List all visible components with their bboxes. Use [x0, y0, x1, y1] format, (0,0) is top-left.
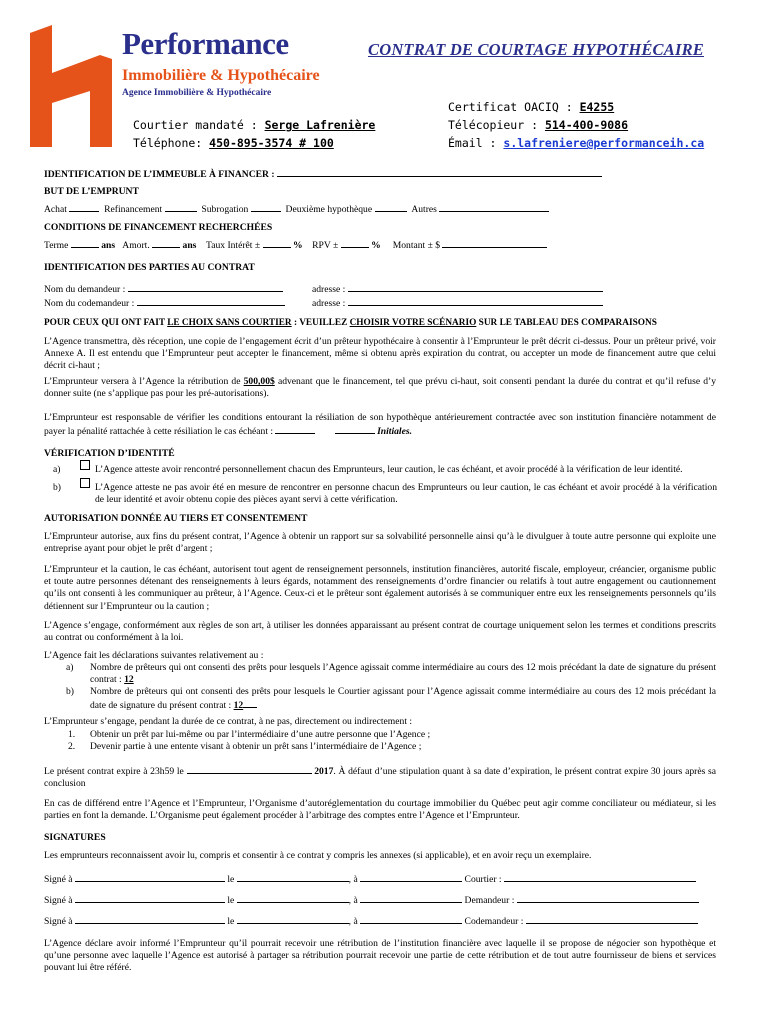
- verif-a-checkbox[interactable]: [80, 460, 90, 470]
- signatures-heading: SIGNATURES: [44, 832, 106, 843]
- decl-b-value: 12: [233, 700, 244, 712]
- demandeur-field[interactable]: [128, 282, 283, 292]
- engage-2-text: Devenir partie à une entente visant à obtenir un prêt sans l’intermédiaire de l’Agence ;: [90, 741, 422, 752]
- verif-b-checkbox[interactable]: [80, 478, 90, 488]
- brand-name: Performance: [122, 26, 289, 61]
- terme-field[interactable]: [71, 238, 99, 248]
- sign-place-1[interactable]: [75, 872, 225, 882]
- retribution-amount: 500,00$: [243, 376, 275, 387]
- adresse2-field[interactable]: [348, 296, 603, 306]
- final-paragraph: L’Agence déclare avoir informé l’Emprunteur qu’il pourrait recevoir une rétribution de l’institution financière avec laquelle il se propose de négocier son hypothèque et qu’une personne avec laquelle l’Agence est autorisé à partager sa rétribution pourrait recevoir une partie de cette rétribution et de tout autre fournisseur de biens et services pouvant lui être référé.: [44, 938, 716, 974]
- choice-banner: POUR CEUX QUI ONT FAIT LE CHOIX SANS COURTIER : VEUILLEZ CHOISIR VOTRE SCÉNARIO SUR LE TABLEAU DES COMPARAISONS: [44, 318, 657, 328]
- subrogation-field[interactable]: [251, 202, 281, 212]
- sign-time-2[interactable]: [360, 893, 462, 903]
- achat-field[interactable]: [69, 202, 99, 212]
- decl-a-text: Nombre de prêteurs qui ont consenti des prêts pour lesquels l’Agence agissait comme intermédiaire au cours des 12 mois précédant la date de signature du présent contrat : 12: [90, 662, 716, 686]
- certificate: Certificat OACIQ : E4255: [448, 100, 615, 114]
- property-id-heading: IDENTIFICATION DE L’IMMEUBLE À FINANCER :: [44, 167, 602, 180]
- taux-field[interactable]: [263, 238, 291, 248]
- paragraph-retribution: L’Emprunteur versera à l’Agence la rétribution de 500,00$ advenant que le financement, tel que prévu ci-haut, soit consenti pendant la durée du contrat et qu’il refuse d’y donner suite (ne s’applique pas pour les pré-autorisations).: [44, 376, 717, 400]
- broker-name: Serge Lafrenière: [264, 118, 376, 132]
- expiry-paragraph: Le présent contrat expire à 23h59 le 2017. À défaut d’une stipulation quant à sa date d’expiration, le présent contrat expire 30 jours après sa conclusion: [44, 766, 716, 790]
- conditions-heading: CONDITIONS DE FINANCEMENT RECHERCHÉES: [44, 222, 273, 233]
- decl-a-value: 12: [124, 674, 134, 686]
- certificate-value: E4255: [579, 100, 615, 114]
- sign-place-2[interactable]: [75, 893, 225, 903]
- codemandeur-row: Nom du codemandeur :: [44, 296, 285, 310]
- email: Émail : s.lafreniere@performanceih.ca: [448, 136, 705, 150]
- fax: Télécopieur : 514-400-9086: [448, 118, 629, 132]
- initiale-field-2[interactable]: [335, 424, 375, 434]
- broker-mandate: Courtier mandaté : Serge Lafrenière: [133, 118, 376, 132]
- deuxieme-field[interactable]: [375, 202, 407, 212]
- refinancement-field[interactable]: [165, 202, 197, 212]
- loan-purpose-heading: BUT DE L’EMPRUNT: [44, 186, 139, 197]
- broker-phone: Téléphone: 450-895-3574 # 100: [133, 136, 334, 150]
- decl-b-text: Nombre de prêteurs qui ont consenti des prêts pour lesquels le Courtier agissant pour l’Agence agissait comme intermédiaire au cours des 12 mois précédant la date de signature du présent contrat : 12: [90, 686, 716, 712]
- house-logo-icon: [30, 25, 112, 147]
- sign-date-3[interactable]: [237, 914, 349, 924]
- fax-value: 514-400-9086: [544, 118, 629, 132]
- sign-row-courtier: Signé à le , à Courtier :: [44, 872, 696, 886]
- auth-paragraph-3: L’Agence s’engage, conformément aux règles de son art, à utiliser les données apparaissant au présent contrat de courtage uniquement selon les termes et conditions prescrits au contrat ou conformément à la loi.: [44, 620, 716, 644]
- decl-b-label: b): [66, 686, 74, 697]
- initiale-field-1[interactable]: [275, 424, 315, 434]
- verif-b-label: b): [53, 482, 61, 493]
- auth-paragraph-2: L’Emprunteur et la caution, le cas échéant, autorisent tout agent de renseignement personnels, institution financières, autorité fiscale, employeur, créancier, organisme public et toute autre personnes détenant des renseignements à leurs égards, notamment des renseignements d’ordre financier ou relatifs à tout autre engagement ou cautionnement qu’ils ont consenti à les communiquer au prêteur, à l’Agence. Ceux-ci et le prêteur sont également autorisés à se communiquer entre eux les renseignements personnels qu’ils détiennent sur l’Emprunteur ou la caution ;: [44, 564, 716, 612]
- rpv-field[interactable]: [341, 238, 369, 248]
- paragraph-resiliation: L’Emprunteur est responsable de vérifier les conditions entourant la résiliation de son hypothèque antérieurement contractée avec son institution financière notamment de payer la pénalité rattachée à cette résiliation le cas échéant : Initiales.: [44, 412, 716, 438]
- sign-place-3[interactable]: [75, 914, 225, 924]
- parties-heading: IDENTIFICATION DES PARTIES AU CONTRAT: [44, 262, 255, 273]
- sign-time-1[interactable]: [360, 872, 462, 882]
- conditions-row: Terme ans Amort. ans Taux Intérêt ± % RPV ± % Montant ± $: [44, 238, 547, 252]
- engage-1-label: 1.: [68, 729, 76, 740]
- montant-field[interactable]: [442, 238, 547, 248]
- property-id-field[interactable]: [277, 167, 602, 177]
- loan-purpose-row: Achat Refinancement Subrogation Deuxième hypothèque Autres: [44, 202, 549, 216]
- demandeur-row: Nom du demandeur :: [44, 282, 283, 296]
- verif-b-text: L’Agence atteste ne pas avoir été en mesure de rencontrer en personne chacun des Emprunteurs ou leur caution, le cas échéant et avoir procédé à la vérification de leur identité et avoir obtenu copie des pièces ayant servi à cette vérification.: [95, 482, 717, 506]
- adresse1-row: adresse :: [312, 282, 603, 296]
- sign-date-1[interactable]: [237, 872, 349, 882]
- sign-codemandeur-field[interactable]: [526, 914, 698, 924]
- email-link[interactable]: s.lafreniere@performanceih.ca: [503, 136, 705, 150]
- paragraph-engagement: L’Agence transmettra, dès réception, une copie de l’engagement écrit d’un prêteur hypothécaire à consentir à l’Emprunteur le prêt décrit ci-dessus. Pour un prêteur privé, voir Annexe A. Il est entendu que l’Emprunteur peut accepter le financement, même si obtenu après expiration du contrat, ou accepter un mode de financement autre que celui décrit ci-haut ;: [44, 336, 716, 372]
- agency-name: Agence Immobilière & Hypothécaire: [122, 88, 272, 98]
- expiry-date-field[interactable]: [187, 764, 312, 774]
- codemandeur-field[interactable]: [137, 296, 285, 306]
- decl-a-label: a): [66, 662, 74, 673]
- adresse1-field[interactable]: [348, 282, 603, 292]
- engage-2-label: 2.: [68, 741, 76, 752]
- dispute-paragraph: En cas de différend entre l’Agence et l’Emprunteur, l’Organisme d’autoréglementation du courtage immobilier du Québec peut agir comme conciliateur ou médiateur, si les parties en font la demande. L’Organisme peut également procéder à l’arbitrage des comptes entre l’Agence et l’Emprunteur.: [44, 798, 716, 822]
- sign-demandeur-field[interactable]: [517, 893, 699, 903]
- phone-value: 450-895-3574 # 100: [209, 136, 334, 150]
- amort-field[interactable]: [152, 238, 180, 248]
- adresse2-row: adresse :: [312, 296, 603, 310]
- verif-a-text: L’Agence atteste avoir rencontré personnellement chacun des Emprunteurs, leur caution, le cas échéant, et avoir procédé à la vérification de leur identité.: [95, 464, 683, 475]
- declarations-intro: L’Agence fait les déclarations suivantes relativement au :: [44, 650, 264, 661]
- verif-a-label: a): [53, 464, 61, 475]
- engage-intro: L’Emprunteur s’engage, pendant la durée de ce contrat, à ne pas, directement ou indirectement :: [44, 716, 413, 727]
- brand-subtitle: Immobilière & Hypothécaire: [122, 67, 320, 84]
- sign-time-3[interactable]: [360, 914, 462, 924]
- verification-heading: VÉRIFICATION D’IDENTITÉ: [44, 448, 175, 459]
- sign-courtier-field[interactable]: [504, 872, 696, 882]
- authorization-heading: AUTORISATION DONNÉE AU TIERS ET CONSENTEMENT: [44, 513, 308, 524]
- sign-date-2[interactable]: [237, 893, 349, 903]
- contract-title: CONTRAT DE COURTAGE HYPOTHÉCAIRE: [368, 40, 704, 59]
- autres-field[interactable]: [439, 202, 549, 212]
- auth-paragraph-1: L’Emprunteur autorise, aux fins du présent contrat, l’Agence à obtenir un rapport sur sa solvabilité personnelle ainsi qu’à le divulguer à toute autre personne qui exploite une entreprise ayant pour objet le prêt d’argent ;: [44, 531, 716, 555]
- sign-row-demandeur: Signé à le , à Demandeur :: [44, 893, 699, 907]
- engage-1-text: Obtenir un prêt par lui-même ou par l’intermédiaire d’une autre personne que l’Agence ;: [90, 729, 431, 740]
- sign-row-codemandeur: Signé à le , à Codemandeur :: [44, 914, 698, 928]
- signatures-intro: Les emprunteurs reconnaissent avoir lu, compris et consentir à ce contrat y compris les annexes (si applicable), et en avoir reçu un exemplaire.: [44, 850, 592, 861]
